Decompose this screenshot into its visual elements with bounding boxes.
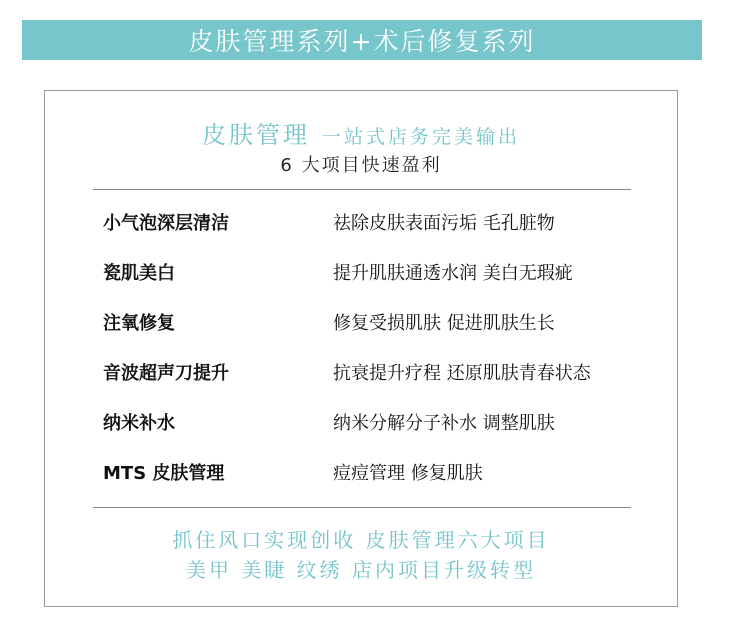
headline-sub: 一站式店务完美输出 [321,126,520,148]
item-desc: 抗衰提升疗程 还原肌肤青春状态 [333,363,591,384]
bottom-divider [93,507,631,508]
item-name: 注氧修复 [103,313,175,334]
footer-line-2: 美甲 美睫 纹绣 店内项目升级转型 [185,558,537,582]
item-name: 小气泡深层清洁 [103,213,229,234]
item-desc: 修复受损肌肤 促进肌肤生长 [333,313,555,334]
item-desc: 纳米分解分子补水 调整肌肤 [333,413,555,434]
list-item [45,409,677,459]
info-card [44,90,678,607]
footer-text [45,525,677,585]
card-subtitle: 6 大项目快速盈利 [280,155,442,176]
item-desc: 提升肌肤通透水润 美白无瑕疵 [333,263,573,284]
service-list [45,209,677,509]
item-name: 瓷肌美白 [103,263,175,284]
list-item [45,209,677,259]
title-banner [22,20,702,60]
list-item [45,359,677,409]
top-divider [93,189,631,190]
item-name: MTS 皮肤管理 [103,463,225,484]
item-name: 纳米补水 [103,413,175,434]
item-desc: 祛除皮肤表面污垢 毛孔脏物 [333,213,555,234]
list-item [45,259,677,309]
footer-line-1: 抓住风口实现创收 皮肤管理六大项目 [172,528,550,552]
headline-main: 皮肤管理 [201,121,310,149]
list-item [45,309,677,359]
item-name: 音波超声刀提升 [103,363,229,384]
list-item [45,459,677,509]
card-headline [45,115,677,150]
item-desc: 痘痘管理 修复肌肤 [333,463,483,484]
banner-title: 皮肤管理系列+术后修复系列 [188,27,536,56]
